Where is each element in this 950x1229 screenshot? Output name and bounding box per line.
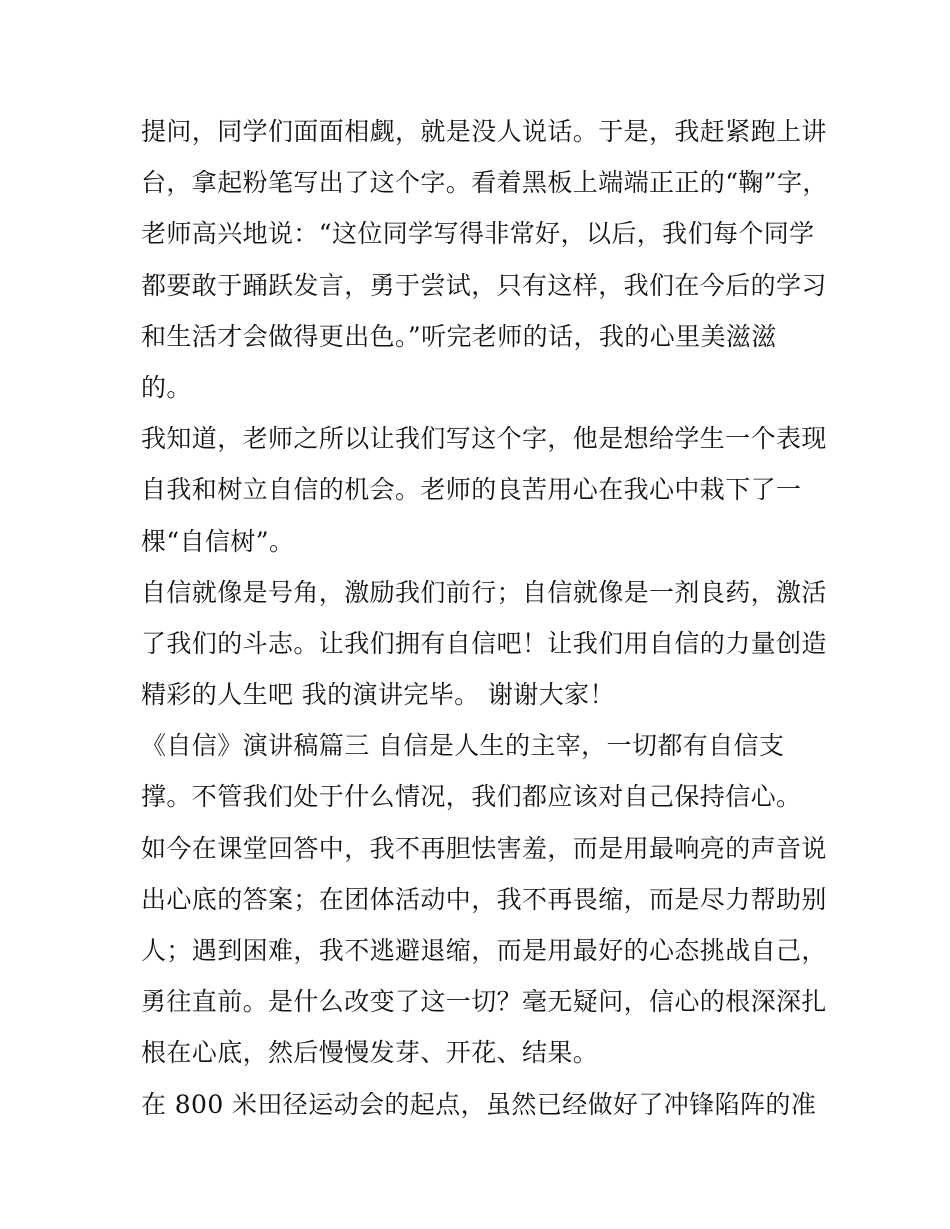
text-line: 撑。不管我们处于什么情况，我们都应该对自己保持信心。	[141, 782, 802, 812]
text-line: 自我和树立自信的机会。老师的良苦用心在我心中栽下了一	[141, 475, 802, 505]
text-line: 出心底的答案；在团体活动中，我不再畏缩，而是尽力帮助别	[141, 884, 827, 914]
text-line: 勇往直前。是什么改变了这一切？毫无疑问，信心的根深深扎	[141, 987, 827, 1017]
text-line: 在 800 米田径运动会的起点，虽然已经做好了冲锋陷阵的准	[141, 1089, 817, 1119]
text-line: 如今在课堂回答中，我不再胆怯害羞，而是用最响亮的声音说	[141, 833, 827, 863]
text-line: 和生活才会做得更出色。”听完老师的话，我的心里美滋滋	[141, 321, 777, 351]
text-line: 《自信》演讲稿篇三 自信是人生的主宰，一切都有自信支	[141, 731, 785, 761]
text-line: 我知道，老师之所以让我们写这个字，他是想给学生一个表现	[141, 424, 827, 454]
document-body	[141, 106, 828, 1130]
text-line: 台，拿起粉笔写出了这个字。看着黑板上端端正正的“鞠”字，	[141, 168, 828, 198]
text-line: 提问，同学们面面相觑，就是没人说话。于是，我赶紧跑上讲	[141, 117, 827, 146]
text-line: 棵“自信树”。	[141, 526, 295, 556]
text-line: 的。	[141, 372, 192, 402]
text-line: 老师高兴地说：“这位同学写得非常好，以后，我们每个同学	[141, 219, 815, 249]
text-line: 了我们的斗志。让我们拥有自信吧！让我们用自信的力量创造	[141, 628, 827, 658]
text-line: 精彩的人生吧 我的演讲完毕。 谢谢大家！	[141, 680, 615, 710]
text-line: 根在心底，然后慢慢发芽、开花、结果。	[141, 1038, 599, 1068]
text-line: 都要敢于踊跃发言，勇于尝试，只有这样，我们在今后的学习	[141, 270, 827, 300]
text-line: 人；遇到困难，我不逃避退缩，而是用最好的心态挑战自己，	[141, 936, 827, 965]
text-line: 自信就像是号角，激励我们前行；自信就像是一剂良药，激活	[141, 577, 827, 607]
